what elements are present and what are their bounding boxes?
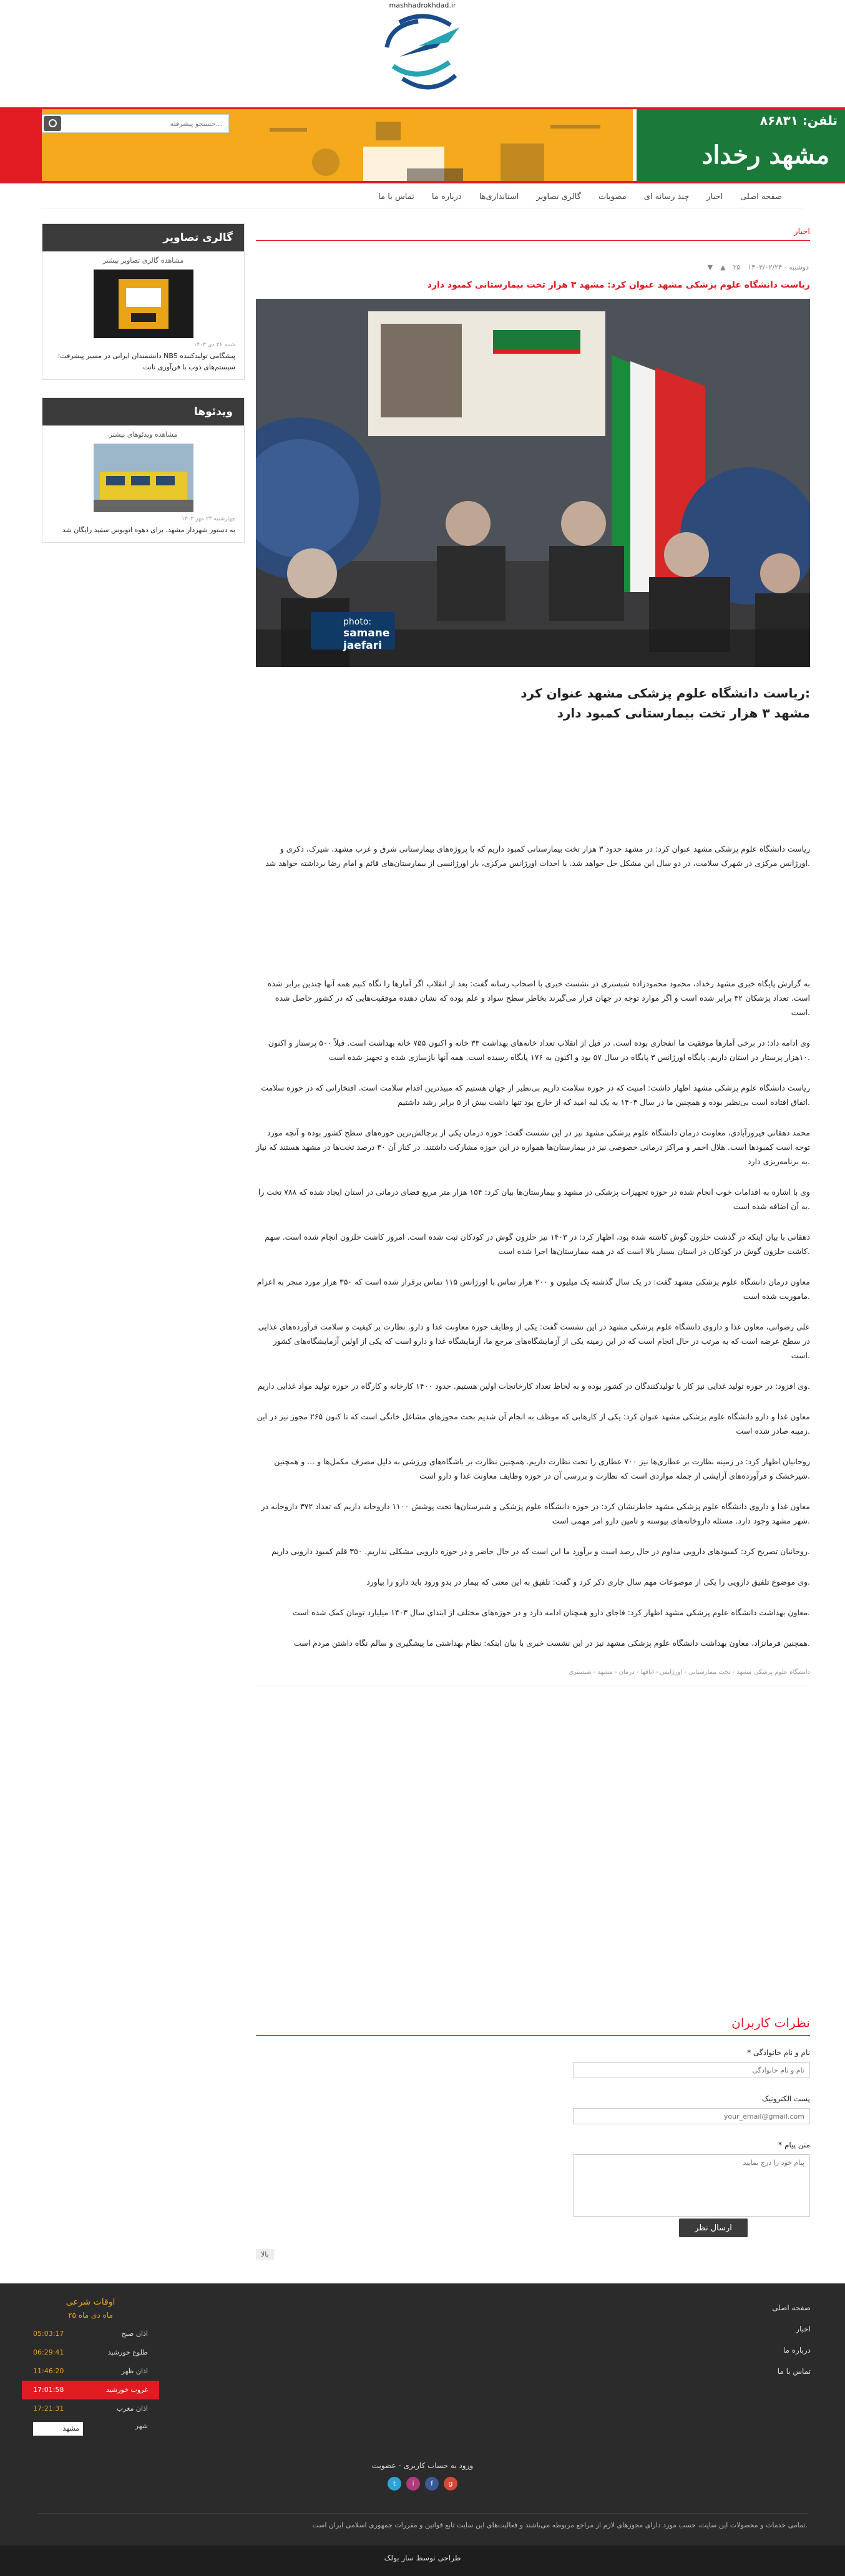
telegram-icon[interactable]: t [388, 2477, 401, 2491]
article-paragraph: معاون غذا و داروی دانشگاه علوم پزشکی مشهد خاطرنشان کرد: در حوزه دانشگاه علوم پزشکی و شبرستان‌ها تحت پوشش ۱۱۰۰ داروخانه داریم که تعداد ۳۷۲ داروخانه در شهر مشهد وجود دارد. مسئله داروخانه‌های پیوسته و تامین دارو امر مهمی است. [261, 1502, 810, 1525]
prayer-row [22, 2343, 159, 2362]
article-paragraph: علی رضوانی، معاون غذا و داروی دانشگاه علوم پزشکی مشهد در این نشست گفت: یکی از وظایف حوزه معاونت غذا و دارو، نظارت بر کیفیت و سلامت فرآورده‌های غذایی در سطح عرضه است که به مرتب در حال انجام است که در این زمینه یکی از آزمایشگاه‌های مرجع ما، آزمایشگاه غذا و دارو است که یکی از اولین آزمایشگاه‌های کشور است. [258, 1322, 810, 1360]
article-title [256, 683, 810, 723]
gallery-box [42, 223, 245, 380]
gallery-more-link[interactable]: مشاهده گالری تصاویر بیشتر [102, 256, 184, 265]
article-summary: ریاست دانشگاه علوم پزشکی مشهد عنوان کرد: در مشهد حدود ۳ هزار تخت بیمارستانی کمبود داریم که با پروژه‌های بیمارستانی شرق و غرب مشهد، شیرک، ذکری و اورژانس مرکزی در شهرک سلامت، در دو سال این مشکل حل خواهد شد. با احداث اورژانس مرکزی، بار اورژانسی از بیمارستان‌های قائم و امام رضا برداشته خواهد شد. [265, 844, 810, 868]
article-paragraph: وی ادامه داد: در برخی آمارها موفقیت ما انفجاری بوده است. در قبل از انقلاب تعداد خانه‌های بهداشت ۳۳ خانه و اکنون ۷۵۵ خانه بهداشت است. قبلاً ۵۰۰ پرستار و اکنون ۱۰هزار پرستار در استان داریم. پایگاه اورژانس ۳ پایگاه در سال ۵۷ بود و اکنون به ۱۷۶ پایگاه رسیده است. همه آنها بازسازی شده و تجهیز شده است. [268, 1038, 810, 1062]
city-label: شهر [135, 2422, 148, 2430]
email-label: پست الکترونیک [762, 2094, 810, 2103]
comments-title: نظرات کاربران [256, 2015, 810, 2036]
prayer-date-value: دی ماه [78, 2311, 100, 2320]
prayer-row [22, 2362, 159, 2381]
account-links[interactable]: ورود به حساب کاربری - عضویت [371, 2461, 474, 2470]
article-meta [256, 263, 810, 271]
prayer-label: اذان مغرب [116, 2404, 148, 2413]
banner-body [42, 109, 845, 181]
submit-comment-button[interactable]: ارسال نظر [679, 2219, 748, 2237]
banner-illustration [251, 109, 625, 181]
footer-nav-news[interactable]: اخبار [796, 2325, 811, 2333]
prayer-title: اوقات شرعی [66, 2297, 115, 2307]
gallery-title: گالری تصاویر [42, 224, 244, 251]
prayer-row [22, 2399, 159, 2418]
prayer-row-highlighted [22, 2381, 159, 2399]
article-paragraph: وی افزود: در حوزه تولید غذایی نیز کار با تولیدکنندگان در کشور بوده و به لحاظ تعداد کارخانجات اولین هستیم. حدود ۱۴۰۰ کارخانه و کارگاه در حوزه تولید مواد غذایی داریم. [257, 1381, 810, 1391]
article-paragraph: وی موضوع تلفیق دارویی را یکی از موضوعات مهم سال جاری ذکر کرد و گفت: تلفیق به این معنی که بیمار در بدو ورود باید دارو را بیاورد. [366, 1577, 810, 1587]
article-date: ۱۴۰۳/۰۲/۲۴ - دوشنبه [748, 263, 809, 271]
prayer-time: 17:01:58 [33, 2386, 64, 2394]
main-nav [42, 187, 803, 208]
article-body [256, 976, 810, 1650]
breadcrumb[interactable]: اخبار [256, 223, 810, 241]
header-logo-area [0, 0, 845, 107]
city-select-row [22, 2422, 159, 2436]
views-count: ۲۵ [733, 263, 741, 271]
city-select[interactable]: مشهد [33, 2422, 83, 2436]
nav-item-contact[interactable]: تماس با ما [378, 192, 414, 202]
article-lead: ریاست دانشگاه علوم پزشکی مشهد عنوان کرد: مشهد ۳ هزار تخت بیمارستانی کمبود دارد [427, 280, 810, 290]
article-paragraph: معاون درمان دانشگاه علوم پزشکی مشهد گفت: در یک سال گذشته یک میلیون و ۲۰۰ هزار تماس با اورژانس ۱۱۵ تماس برقرار شده است که ۳۵۰ هزار مورد منجر به اعزام ماموریت شده است. [256, 1277, 810, 1301]
prayer-date-label: ۲۵ ماه [68, 2311, 113, 2320]
nav-item-governorates[interactable]: استانداری‌ها [479, 192, 519, 202]
video-thumbnail[interactable] [94, 444, 193, 512]
gallery-date: شنبه ۲۶ دی ۱۴۰۳ [193, 342, 235, 348]
footer-nav-home[interactable]: صفحه اصلی [772, 2303, 811, 2312]
brand-name: مشهد رخداد [701, 140, 829, 170]
videos-box [42, 397, 245, 543]
photo-credit-name: samane jaefari [343, 627, 390, 652]
message-label: * متن پیام [778, 2141, 810, 2149]
prayer-date [22, 2311, 159, 2320]
article-paragraph: معاون بهداشت دانشگاه علوم پزشکی مشهد اظهار کرد: فاجای دارو همچنان ادامه دارد و در حوزه‌های مختلف از ابتدای سال ۱۴۰۳ میلیارد تومان کمک شده است. [292, 1608, 810, 1617]
name-field [256, 2048, 810, 2082]
videos-more-link[interactable]: مشاهده ویدئوهای بیشتر [109, 430, 178, 439]
footer-nav-contact[interactable]: تماس با ما [777, 2367, 811, 2376]
name-label: * نام و نام خانوادگی [747, 2048, 810, 2057]
email-input[interactable] [573, 2108, 810, 2124]
search-box [42, 114, 229, 133]
nav-item-about[interactable]: درباره ما [431, 192, 462, 202]
site-domain: mashhadrokhdad.ir [389, 1, 456, 9]
search-icon[interactable] [44, 116, 61, 131]
photo-credit [311, 612, 395, 652]
video-caption[interactable]: به دستور شهردار مشهد، برای دهوه اتوبوس سفید رایگان شد [62, 526, 235, 534]
back-to-top-link[interactable]: بالا [256, 2249, 274, 2260]
brand-phone: تلفن: ۸۶۸۳۱ [760, 113, 838, 128]
videos-title: ویدئوها [42, 398, 244, 425]
photo-credit-label: photo: [343, 617, 372, 627]
brand-panel [633, 109, 845, 181]
gallery-caption[interactable]: دانشمندان ایرانی در مسیر پیشرفت؛ NBS پیشگامی تولیدکننده سیستم‌های ذوب با فن‌آوری نانت [57, 352, 235, 371]
nav-item-resolutions[interactable]: مصوبات [598, 192, 627, 202]
dislike-icon[interactable]: ▼ [707, 263, 713, 271]
nav-item-news[interactable]: اخبار [706, 192, 723, 202]
email-field [256, 2094, 810, 2128]
prayer-label: اذان صبح [121, 2330, 148, 2338]
nav-item-gallery[interactable]: گالری تصاویر [536, 192, 581, 202]
article-paragraph: دهقانی با بیان اینکه در گذشت حلزون گوش کاشته شده بود، اظهار کرد: در ۱۴۰۳ نیز حلزون گوش در کودکان ثبت شده است. امروز کاشت حلزون انجام شده است. سهم کاشت حلزون گوش در کودکان در استان بسیار بالا است که در همه بیمارستان‌ها اجرا شده است. [265, 1232, 810, 1256]
footer-disclaimer: تمامی خدمات و محصولات این سایت، حسب مورد دارای مجوزهای لازم از مراجع مربوطه می‌باشند و فعالیت‌های این سایت تابع قوانین و مقررات جمهوری اسلامی ایران است. [37, 2513, 808, 2529]
prayer-time: 17:21:31 [33, 2404, 64, 2413]
nav-item-home[interactable]: صفحه اصلی [740, 192, 782, 202]
article-paragraph: همچنین فرمانزاد، معاون بهداشت دانشگاه علوم پزشکی مشهد نیز در این نشست خبری با بیان اینکه: نظام بهداشتی ما پیشگیری و سالم نگاه داشتن مردم است. [293, 1638, 810, 1648]
instagram-icon[interactable]: i [406, 2477, 420, 2491]
sidebar [42, 223, 245, 560]
comments-section [256, 1996, 810, 2265]
article-paragraph: محمد دهقانی فیروزآبادی، معاونت درمان دانشگاه علوم پزشکی مشهد نیز در این نشست گفت: حوزه درمان یکی از پرچالش‌ترین حوزه‌های سطح کشور بوده و آنچه مورد توجه است کمبودها است. هلال احمر و مراکز درمانی خصوصی نیز در بیمارستان‌ها همواره در این حوزه مشارکت داشتند. در کنار آن ۳۰ درصد تخت‌ها در مشهد هستند که نیاز به برنامه‌ریزی دارد. [256, 1128, 810, 1166]
name-input[interactable] [573, 2062, 810, 2078]
article-title-line2: مشهد ۳ هزار تخت بیمارستانی کمبود دارد [557, 706, 810, 721]
article-paragraph: به گزارش پایگاه خبری مشهد رخداد، محمود محمودزاده شبستری در نشست خبری با اصحاب رسانه گفت: بعد از انقلاب اگر آمارها را نگاه کنیم همه آنها چندین برابر شده است. تعداد پزشکان ۳۲ برابر شده است و اگر موارد توجه در جهان قرار می‌گیرند بخاطر سطح سواد و علم بوده که نشان دهنده موفقیت‌هایی که در کشور حاصل شده است. [267, 979, 810, 1017]
prayer-label: غروب خورشید [105, 2386, 148, 2394]
message-field [256, 2141, 810, 2222]
like-icon[interactable]: ▲ [720, 263, 726, 271]
header-banner [0, 107, 845, 183]
article-tags[interactable]: دانشگاه علوم پزشکی مشهد - تخت بیمارستانی - اورژانس - اتاقها - درمان - مشهد - شبستری [256, 1669, 810, 1686]
footer-nav [772, 2297, 811, 2382]
google-plus-icon[interactable]: g [444, 2477, 457, 2491]
article-paragraph: روحانیان تصریح کرد: کمبودهای دارویی مداوم در حال رصد است و برآورد ما این است که در حال حاضر و در حوزه دارویی مشکلی نداریم. ۳۵۰ قلم کمبود دارویی داریم. [271, 1547, 810, 1556]
article-paragraph: ریاست دانشگاه علوم پزشکی مشهد اظهار داشت: امنیت که در حوزه سلامت داریم بی‌نظیر از جهان هستیم که مبیذترین اقدام سلامت است. افتخاراتی که در حوزه سلامت اتفاق افتاده است بی‌نظیر بوده و همچنین ما در سال ۱۴۰۳ به یک لبه امید که از خارج بود تنها داشت بیش از ۵ برابر رشد داشتیم. [261, 1083, 810, 1107]
prayer-time: 05:03:17 [33, 2330, 64, 2338]
prayer-label: اذان ظهر [121, 2367, 148, 2375]
video-date: چهارشنبه ۲۴ مهر ۱۴۰۳ [181, 516, 235, 522]
article-paragraph: وی با اشاره به اقدامات خوب انجام شده در حوزه تجهیزات پزشکی در مشهد و بیمارستان‌ها بیان کرد: ۱۵۴ هزار متر مربع فضای درمانی در استان ایجاد شده که ۷۸۸ تخت را به آن اضافه شده است. [258, 1187, 810, 1211]
prayer-label: طلوع خورشید [107, 2348, 148, 2356]
article-photo [256, 299, 810, 667]
article-paragraph: معاون غذا و دارو دانشگاه علوم پزشکی مشهد عنوان کرد: یکی از کارهایی که موظف به انجام آن شدیم بحث مجوزهای مشاغل خانگی است که تا کنون ۲۶۵ مجوز نیز در این زمینه صادر شده است. [256, 1412, 810, 1436]
search-input[interactable] [65, 115, 227, 132]
prayer-times [22, 2297, 159, 2436]
nav-item-multimedia[interactable]: چند رسانه ای [643, 192, 690, 202]
facebook-icon[interactable]: f [425, 2477, 439, 2491]
site-logo[interactable] [374, 10, 471, 104]
prayer-time: 11:46:20 [33, 2367, 64, 2375]
gallery-thumbnail[interactable] [94, 270, 193, 338]
prayer-row [22, 2325, 159, 2343]
message-textarea[interactable] [573, 2154, 810, 2217]
article-paragraph: روحانیان اظهار کرد: در زمینه نظارت بر عطاری‌ها نیز ۷۰۰ عطاری را تحت نظارت داریم. همچنین نظارت بر باشگاه‌های ورزشی به دلیل مصرف مکمل‌ها و ... و همچنین شیرخشک و فرآورده‌های آرایشی از جمله مواردی است که نظارت و بررسی آن در حوزه وظایف معاونت غذا و دارو است. [274, 1457, 810, 1480]
prayer-time: 06:29:41 [33, 2348, 64, 2356]
footer-credit[interactable]: طراحی توسط سار بولک [0, 2545, 845, 2576]
footer-nav-about[interactable]: درباره ما [783, 2346, 811, 2355]
article-title-line1: ریاست دانشگاه علوم پزشکی مشهد عنوان کرد: [520, 686, 810, 701]
footer [0, 2283, 845, 2576]
article-main [256, 223, 810, 1686]
social-icons [0, 2477, 845, 2491]
